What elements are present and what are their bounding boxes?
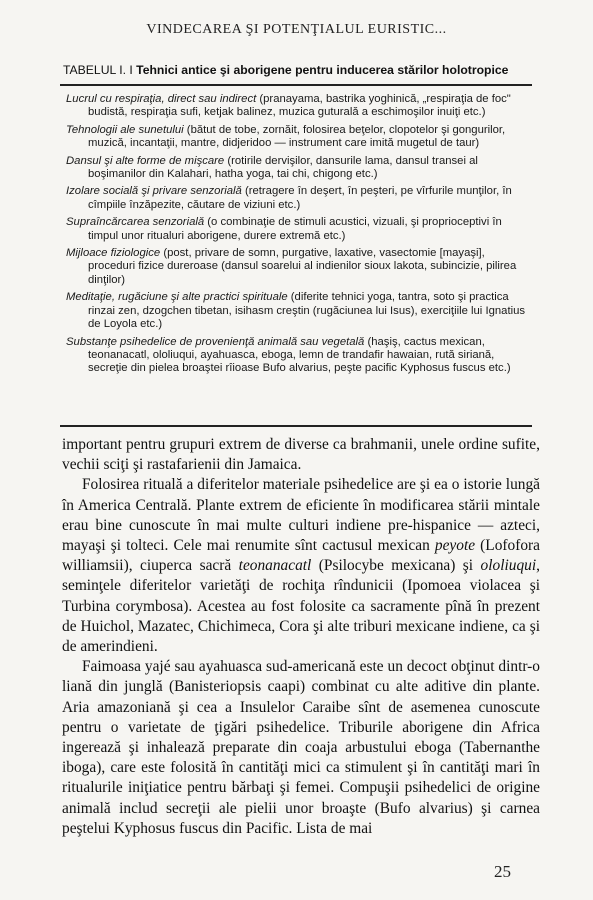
paragraph — [62, 475, 540, 657]
table-entry — [60, 216, 532, 243]
term-ololiuqui: ololiuqui — [480, 557, 537, 575]
entry-term: Dansul şi alte forme de mişcare — [66, 154, 225, 167]
entry-description: (post, privare de somn, purgative, laxative, vasectomie [mayaşi], proceduri fizice dureroase (dansul soarelui al indienilor sioux lakota, subincizie, pilirea dinţilor) — [88, 247, 517, 286]
entry-term: Supraîncărcarea senzorială — [66, 216, 205, 229]
entry-term: Mijloace fiziologice — [66, 247, 161, 260]
table-entry — [60, 155, 532, 182]
entry-description: (o combinaţie de stimuli acustici, vizuali, şi proprioceptivi în timpul unor ritualuri aborigene, durere extremă etc.) — [88, 216, 502, 242]
entry-description: (rotirile dervişilor, dansurile lama, dansul transei al boşimanilor din Kalahari, hatha yoga, tai chi, chigong etc.) — [88, 154, 478, 181]
table-entry — [60, 336, 532, 376]
entry-term: Substanţe psihedelice de provenienţă animală sau vegetală — [66, 335, 365, 348]
table-entry — [60, 291, 532, 331]
entry-description: (pranayama, bastrika yoghinică, „respiraţia de foc" budistă, respiraţia sufi, ketjak balinez, muzica guturală a eschimoşilor inuiţi etc.) — [88, 93, 511, 119]
table-entry — [60, 185, 532, 212]
entry-term: Izolare socială şi privare senzorială — [66, 185, 242, 198]
entry-description: (bătut de tobe, zornăit, folosirea beţelor, clopotelor şi gongurilor, muzică, incantaţii, mantre, didjeridoo — instrument care imită mugetul de taur) — [88, 123, 506, 150]
entry-description: (diferite tehnici yoga, tantra, soto şi practica rinzai zen, dzogchen tibetan, isihasm creştin (rugăciunea lui Isus), exerciţiile lui Ignatius de Loyola etc.) — [88, 291, 526, 331]
body-text — [62, 435, 540, 839]
table-label: TABELUL I. I — [63, 63, 133, 77]
table-title — [63, 63, 543, 77]
paragraph: important pentru grupuri extrem de diverse ca brahmanii, unele ordine sufite, vechii sciţi şi rastafarienii din Jamaica. — [62, 436, 540, 474]
page-number: 25 — [494, 862, 511, 881]
entry-term: Tehnologii ale sunetului — [66, 123, 184, 136]
table-bottom-rule — [60, 425, 532, 427]
paragraph-text: , seminţele diferitelor varietăţi de rochiţa rîndunicii (Ipomoea violacea şi Turbina corymbosa). Acestea au fost folosite ca sacramente pînă în prezent de Huichol, Mazatec, Chichimeca, Cora şi alte triburi mexicane indiene, ca şi de amerindieni. — [62, 557, 540, 656]
entry-term: Meditaţie, rugăciune şi alte practici spirituale — [66, 291, 288, 304]
table-top-rule — [60, 84, 532, 86]
table-entry — [60, 247, 532, 287]
paragraph-text: Folosirea rituală a diferitelor materiale psihedelice are şi ea o istorie lungă în America Centrală. Plante extrem de eficiente în modificarea stării mintale erau bine cunoscute în mai multe culturi indiene pre-hispanice — azteci, mayaşi şi tolteci. Cele mai renumite sînt cactusul mexican — [62, 476, 540, 555]
running-head: VINDECAREA ŞI POTENŢIALUL EURISTIC... — [146, 22, 447, 37]
paragraph-text: (Lofofora williamsii), ciuperca sacră — [62, 537, 541, 575]
table-entries — [60, 93, 532, 380]
table-entry — [60, 93, 532, 120]
entry-description: (retragere în deşert, în peşteri, pe vîrfurile munţilor, în cîmpiile înzăpezite, căutare de viziuni etc.) — [88, 185, 512, 211]
entry-term: Lucrul cu respiraţia, direct sau indirect — [66, 93, 257, 105]
term-teonanacatl: teonanacatl — [238, 557, 312, 575]
term-peyote: peyote — [434, 537, 476, 555]
paragraph: Faimoasa yajé sau ayahuasca sud-americană este un decoct obţinut dintr-o liană din junglă (Banisteriopsis caapi) combinat cu alte aditive din plante. Aria amazoniană şi cea a Insulelor Caraibe sînt de asemenea cunoscute pentru o varietate de ţigări psihedelice. Triburile aborigene din Africa ingerează şi inhalează preparate din coaja arbustului eboga (Tabernanthe iboga), care este folosită în cantităţi mici ca stimulent şi în cantităţi mari în ritualurile iniţiatice pentru bărbaţi şi femei. Compuşii psihedelici de origine animală includ secreţii ale pielii unor broaşte (Bufo alvarius) şi carnea peştelui Kyphosus fuscus din Pacific. Lista de mai — [62, 658, 540, 837]
entry-description: (haşiş, cactus mexican, teonanacatl, ololiuqui, ayahuasca, eboga, lemn de trandafir hawaian, rută siriană, secreţie din pielea broaştei rîioase Bufo alvarius, peşte pacific Kyphosus fuscus etc.) — [88, 335, 511, 375]
table-caption: Tehnici antice şi aborigene pentru inducerea stărilor holotropice — [136, 63, 509, 77]
table-entry — [60, 124, 532, 151]
paragraph-text: (Psilocybe mexicana) şi — [311, 557, 481, 575]
